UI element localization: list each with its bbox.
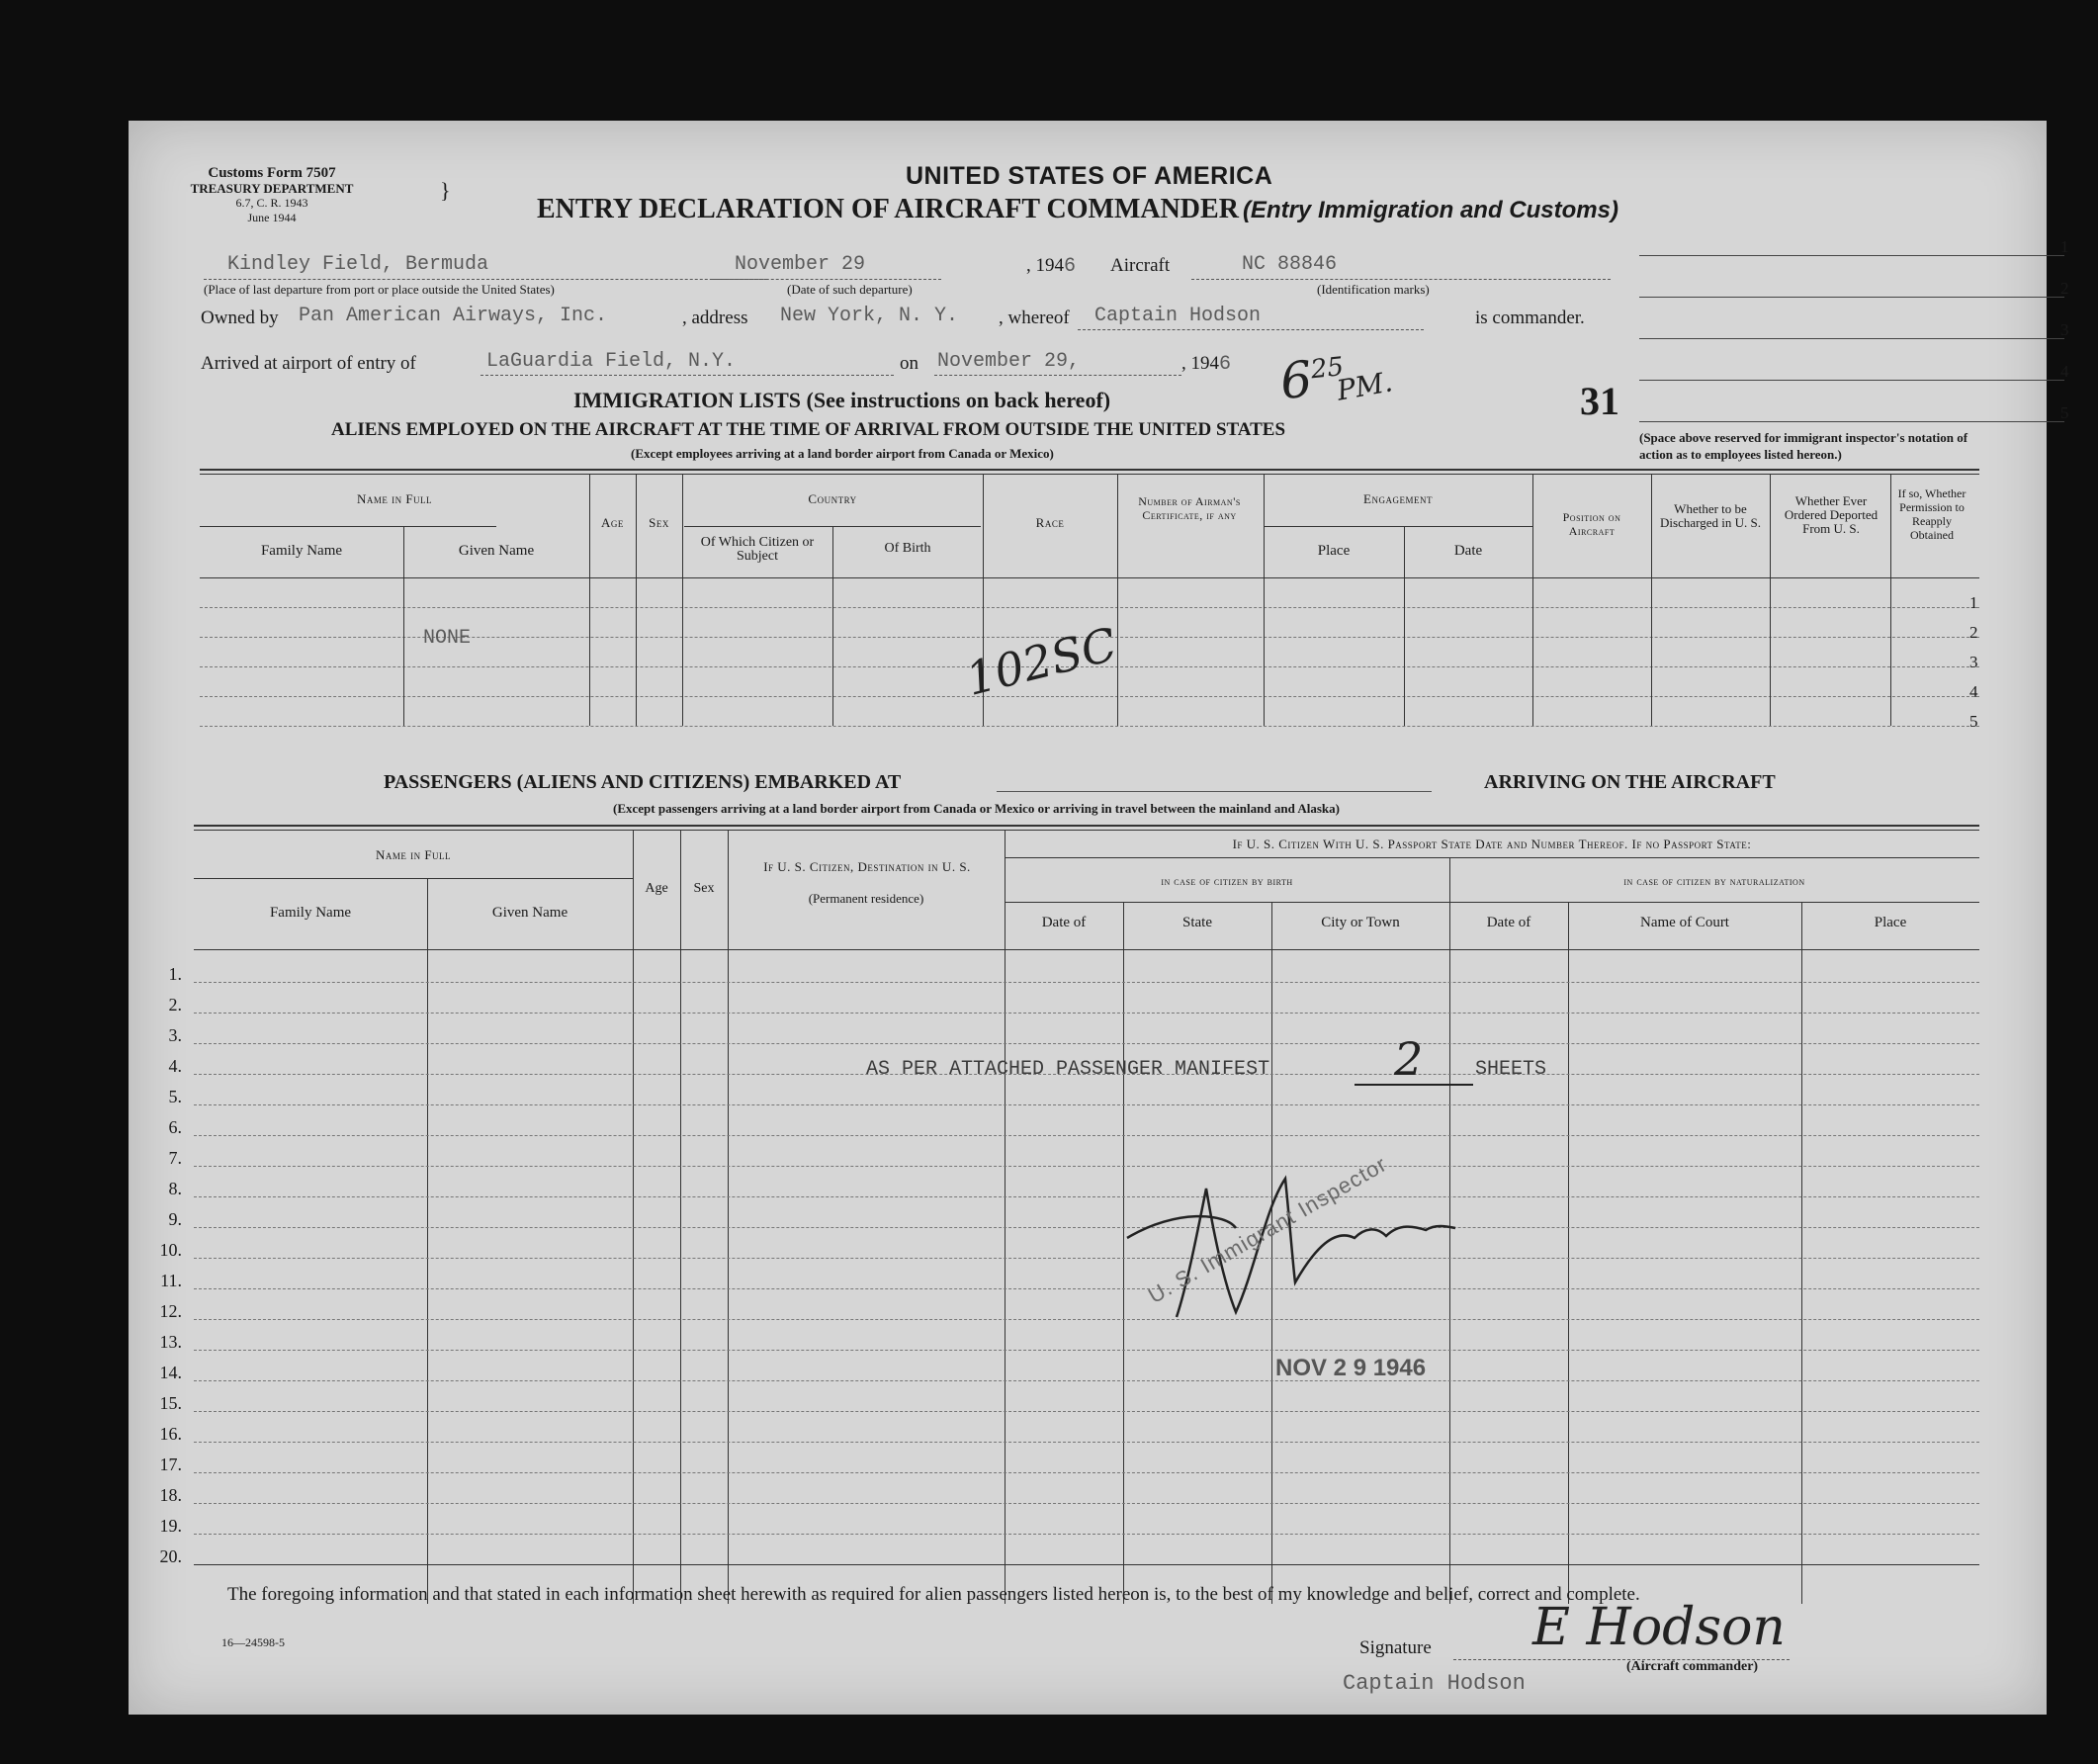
table-row-line [194,1534,1979,1535]
col-of-birth: Of Birth [884,541,931,556]
departure-date-caption: (Date of such departure) [787,282,913,297]
table-row-line [194,1319,1979,1320]
pcol-city: City or Town [1321,915,1400,930]
reserved-line-number: 5 [2060,403,2069,422]
inspector-date-stamp: NOV 2 9 1946 [1275,1355,1427,1381]
table-rule [200,469,1979,471]
form-date: June 1944 [247,211,297,224]
immigration-subtitle: ALIENS EMPLOYED ON THE AIRCRAFT AT THE TIME OF ARRIVAL FROM OUTSIDE THE UNITED STATES [331,419,1286,440]
col-deported: Whether Ever Ordered Deported From U. S. [1784,493,1879,536]
arrival-year [1181,353,1231,376]
manifest-sheets: SHEETS [1475,1058,1547,1081]
passenger-row-number: 2. [168,995,182,1014]
handwritten-time-minute: 25 [1309,352,1346,386]
table-rule [194,825,1979,827]
passenger-row-number: 18. [159,1485,182,1505]
reserved-line [1639,380,2064,381]
pcol-by-birth: in case of citizen by birth [1161,874,1293,888]
form-title-sub: (Entry Immigration and Customs) [1242,197,1618,223]
passenger-row-number: 11. [160,1271,182,1290]
arrival-year-prefix: , 194 [1181,353,1219,374]
table-col-line [680,830,681,1604]
col-engagement: Engagement [1363,491,1433,506]
crew-row-number: 4 [1969,682,1978,701]
passenger-row-number: 1. [168,964,182,984]
crew-none-entry: NONE [423,627,472,650]
table-row-line [200,607,1979,608]
arrival-airport-line [481,375,894,376]
pcol-family-name: Family Name [269,905,352,921]
pcol-passport: If U. S. Citizen With U. S. Passport State Date and Number Thereof. If no Passport State: [1232,837,1752,851]
pcol-given-name: Given Name [491,905,568,921]
arrival-airport-value: LaGuardia Field, N.Y. [486,350,737,373]
aircraft-id-caption: (Identification marks) [1317,282,1430,297]
passenger-row-number: 5. [168,1087,182,1106]
passenger-row-number: 13. [159,1332,182,1352]
pcol-place: Place [1874,915,1907,930]
form-title [537,194,1618,225]
table-col-line [728,830,729,1604]
passenger-row-number: 19. [159,1516,182,1536]
reserved-line [1639,421,2064,422]
table-row-line [194,1043,1979,1044]
departure-place-value: Kindley Field, Bermuda [227,253,489,276]
table-row-line [194,1503,1979,1504]
col-citizen-of: Of Which Citizen or Subject [700,535,815,564]
table-rule [200,577,1979,578]
table-rule [200,474,1979,475]
signature-label: Signature [1359,1637,1432,1658]
table-col-line [832,526,833,726]
col-discharged: Whether to be Discharged in U. S. [1660,501,1761,530]
reserved-line-number: 3 [2060,320,2069,339]
table-row-line [194,1135,1979,1136]
table-row-line [194,1564,1979,1565]
table-col-line [1117,474,1118,726]
cr-reference: 6.7, C. R. 1943 [235,196,308,210]
table-rule [194,878,633,879]
passenger-row-number: 16. [159,1424,182,1444]
departure-date-value: November 29 [735,253,866,276]
passenger-row-number: 12. [159,1301,182,1321]
departure-year-prefix: , 194 [1026,255,1064,276]
table-col-line [427,878,428,1604]
passenger-row-number: 15. [159,1393,182,1413]
crew-row-number: 3 [1969,653,1978,671]
table-row-line [194,1258,1979,1259]
reserved-note-text: (Space above reserved for immigrant inspector's notation of action as to employees listed hereon.) [1639,430,1968,462]
table-row-line [194,982,1979,983]
owner-value: Pan American Airways, Inc. [299,305,608,327]
manifest-count: 2 [1394,1032,1424,1086]
handwritten-crew-note: 102SC [960,617,1122,706]
table-row-line [194,1472,1979,1473]
pcol-name-in-full: Name in Full [375,847,452,862]
table-col-line [1568,902,1569,1604]
pcol-state: State [1182,915,1212,930]
pcol-by-naturalization: in case of citizen by naturalization [1623,874,1805,888]
manifest-count-line [1355,1084,1473,1086]
departure-date-line [712,279,941,280]
handwritten-31: 31 [1580,379,1619,423]
col-country: Country [808,491,857,506]
arrival-year-digit: 6 [1219,353,1232,376]
reserved-line-number: 4 [2060,362,2069,381]
table-col-line [1264,474,1265,726]
table-row-line [200,726,1979,727]
arrival-date-value: November 29, [937,350,1081,373]
departure-place-caption: (Place of last departure from port or place outside the United States) [204,282,555,297]
pcol-date-of-naturalization: Date of [1486,915,1531,930]
passengers-title-left: PASSENGERS (ALIENS AND CITIZENS) EMBARKED AT [384,771,902,793]
reserved-line [1639,338,2064,339]
address-label: , address [682,308,748,328]
reserved-line [1639,297,2064,298]
pcol-destination: If U. S. Citizen, Destination in U. S. [763,859,971,874]
reserved-line [1639,255,2064,256]
table-row-line [194,1166,1979,1167]
department: TREASURY DEPARTMENT [190,181,354,196]
arrived-label: Arrived at airport of entry of [201,353,416,374]
col-permission: If so, Whether Permission to Reapply Obtained [1897,486,1967,542]
passenger-row-number: 14. [159,1363,182,1382]
col-family-name: Family Name [260,543,343,559]
header-brace: } [440,178,451,203]
table-col-line [1890,474,1891,726]
table-row-line [194,1350,1979,1351]
passenger-row-number: 10. [159,1240,182,1260]
table-row-line [194,1013,1979,1014]
handwritten-time-hour: 6 [1277,350,1315,411]
table-col-line [633,830,634,1604]
table-rule [1005,857,1979,858]
address-value: New York, N. Y. [780,305,959,327]
is-commander-label: is commander. [1475,308,1585,328]
passenger-row-number: 4. [168,1056,182,1076]
table-rule [1005,902,1979,903]
table-row-line [194,1104,1979,1105]
passenger-row-number: 17. [159,1455,182,1474]
certification-text: The foregoing information and that stated in each information sheet herewith as required for alien passengers listed hereon is, to the best of my knowledge and belief, correct and complete. [227,1584,1640,1605]
col-sex: Sex [649,515,669,530]
form-id-block [168,166,376,225]
commander-value: Captain Hodson [1094,305,1262,327]
table-col-line [1651,474,1652,726]
arrival-date-line [934,375,1181,376]
immigration-title: IMMIGRATION LISTS (See instructions on back hereof) [573,388,1111,412]
passenger-row-number: 8. [168,1179,182,1198]
table-row-line [200,696,1979,697]
table-col-line [1532,474,1533,726]
form-code: 16—24598-5 [221,1635,285,1649]
table-rule [200,526,496,527]
col-certificate: Number of Airman's Certificate, if any [1138,494,1241,522]
pcol-age: Age [645,881,668,896]
col-date: Date [1453,543,1483,559]
col-name-in-full: Name in Full [356,491,433,506]
table-row-line [194,1442,1979,1443]
table-rule [194,830,1979,831]
table-rule [194,949,1979,950]
form-sheet [129,121,2069,1715]
commander-line [1078,329,1424,330]
crew-row-number: 5 [1969,712,1978,731]
col-age: Age [601,515,624,530]
embarked-at-line [997,791,1432,792]
col-given-name: Given Name [458,543,535,559]
whereof-label: , whereof [999,308,1070,328]
commander-signature: E Hodson [1532,1598,1786,1657]
col-position: Position on Aircraft [1562,510,1621,538]
table-col-line [636,474,637,726]
signature-caption: (Aircraft commander) [1626,1659,1759,1674]
table-col-line [589,474,590,726]
passenger-row-number: 3. [168,1025,182,1045]
handwritten-pm: PM. [1334,365,1395,407]
reserved-line-number: 2 [2060,279,2069,298]
table-row-line [194,1196,1979,1197]
form-title-main: ENTRY DECLARATION OF AIRCRAFT COMMANDER [537,194,1239,224]
country-title: UNITED STATES OF AMERICA [906,162,1273,190]
reserved-line-number: 1 [2060,237,2069,256]
on-label: on [900,353,918,374]
col-place: Place [1317,543,1351,559]
departure-year [1026,255,1076,278]
passenger-row-number: 6. [168,1117,182,1137]
immigration-note: (Except employees arriving at a land border airport from Canada or Mexico) [631,446,1054,461]
departure-place-line [204,279,767,280]
table-row-line [194,1227,1979,1228]
passenger-row-number: 20. [159,1546,182,1566]
manifest-text: AS PER ATTACHED PASSENGER MANIFEST [866,1058,1270,1081]
table-rule [1264,526,1532,527]
table-col-line [1770,474,1771,726]
aircraft-id-value: NC 88846 [1242,253,1338,276]
pcol-date-of: Date of [1041,915,1087,930]
passenger-row-number: 9. [168,1209,182,1229]
owned-by-label: Owned by [201,308,279,328]
table-col-line [1801,902,1802,1604]
pcol-sex: Sex [693,881,715,896]
commander-typed-name: Captain Hodson [1343,1671,1526,1696]
passengers-note: (Except passengers arriving at a land border airport from Canada or Mexico or arriving in travel between the mainland and Alaska) [613,801,1340,816]
table-row-line [194,1411,1979,1412]
crew-row-number: 1 [1969,593,1978,612]
aircraft-label: Aircraft [1110,255,1171,276]
table-row-line [194,1288,1979,1289]
inspector-title-stamp: U. S. Immigrant Inspector [1144,1151,1392,1309]
passenger-row-number: 7. [168,1148,182,1168]
form-number: Customs Form 7507 [208,165,336,181]
crew-row-number: 2 [1969,623,1978,642]
reserved-note [1639,429,1985,463]
pcol-court: Name of Court [1640,915,1729,930]
table-row-line [194,1380,1979,1381]
departure-year-digit: 6 [1064,255,1077,278]
table-col-line [682,474,683,726]
aircraft-id-line [1191,279,1611,280]
passengers-title-right: ARRIVING ON THE AIRCRAFT [1484,771,1776,793]
col-race: Race [1035,515,1065,530]
pcol-destination-sub: (Permanent residence) [808,891,924,906]
